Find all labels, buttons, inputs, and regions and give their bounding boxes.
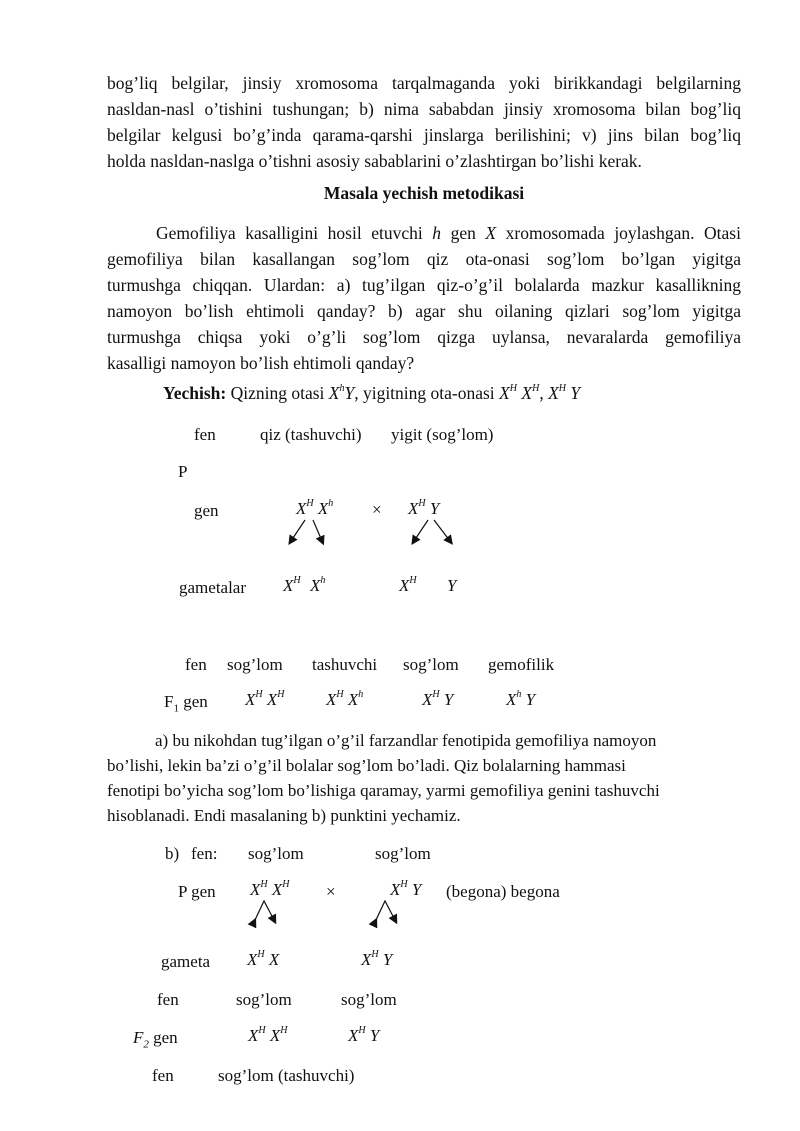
fen-label: fen: [191, 844, 218, 863]
f1-fen-label: fen [185, 655, 207, 674]
text-line: turmushga chiqqan. Ulardan: a) tug’ilgan qiz-o’g’il bolalarda mazkur kasallikning [107, 275, 741, 295]
text-line: namoyon bo’lish ehtimoli qanday? b) agar shu oilaning qizlari sog’lom yigitga [107, 301, 741, 321]
fen-female: sog’lom [248, 844, 304, 863]
answer-a-line: a) bu nikohdan tug’ilgan o’g’il farzandlar fenotipida gemofiliya namoyon [155, 731, 657, 750]
text-line: Gemofiliya kasalligini hosil etuvchi h gen X xromosomada joylashgan. Otasi [156, 223, 741, 243]
f2-phenotype: sog’lom (tashuvchi) [218, 1066, 355, 1085]
f1-genotype: $X^H$ $X^H$ [245, 689, 285, 709]
parent-female-genotype: $X^H$ $X^h$ [296, 498, 334, 518]
parent-male-genotype: $X^H$ Y [408, 498, 440, 518]
gamete-arrows-icon [280, 517, 460, 549]
f1-phenotype: sog’lom [227, 655, 283, 674]
p-label: P [178, 462, 188, 481]
intro-paragraph [107, 70, 741, 174]
f1-genotype: $X^H$ $X^h$ [326, 689, 364, 709]
fen-female: qiz (tashuvchi) [260, 425, 362, 444]
fen-male: yigit (sog’lom) [391, 425, 494, 444]
fen-label: fen [152, 1066, 174, 1085]
text-line: holda nasldan-naslga o’tishni asosiy sabablarini o’zlashtirgan bo’lishi kerak. [107, 151, 642, 171]
male-note: (begona) begona [446, 882, 560, 901]
solution-line: Yechish: Qizning otasi $X^hY$, yigitning ota-onasi $X^H$ $X^H$, $X^H$ Y [163, 383, 581, 403]
fen-male: sog’lom [375, 844, 431, 863]
gamete-arrows-icon [245, 898, 405, 928]
f1-genotype: $X^h$ Y [506, 689, 536, 709]
gamete-female: $X^H$ X [247, 949, 280, 969]
part-b-label: b) [165, 844, 180, 863]
f2-phenotype: sog’lom [236, 990, 292, 1009]
text-line: kasalligi namoyon bo’lish ehtimoli qanday? [107, 353, 415, 373]
gamete: $X^h$ [310, 575, 326, 595]
fen-label: fen [157, 990, 179, 1009]
p-gen-label: P gen [178, 882, 216, 901]
fen-label: fen [194, 425, 216, 444]
f2-genotype: $X^H$ Y [348, 1025, 380, 1045]
problem-paragraph [107, 220, 741, 376]
gen-label: gen [194, 501, 219, 520]
f1-gen-label: $F_1$ gen [164, 692, 208, 715]
answer-a-line: hisoblanadi. Endi masalaning b) punktini yechamiz. [107, 806, 461, 825]
text-line: nasldan-nasl o’tishini tushungan; b) nima sababdan jinsiy xromosoma bilan bog’liq [107, 99, 741, 119]
parent-male-genotype: $X^H$ Y [390, 879, 422, 899]
cross-sign: × [326, 882, 336, 901]
parent-female-genotype: $X^H$ $X^H$ [250, 879, 290, 899]
text-line: belgilar kelgusi bo’g’inda qarama-qarshi jinslarga berilishini; v) jins bilan bog’liq [107, 125, 741, 145]
f1-phenotype: tashuvchi [312, 655, 378, 674]
f1-phenotype: gemofilik [488, 655, 555, 674]
text-line: bog’liq belgilar, jinsiy xromosoma tarqalmaganda yoki birikkandagi belgilarning [107, 73, 741, 93]
gamete: Y [447, 576, 457, 595]
solution-label: Yechish: [163, 383, 227, 403]
gameta-label: gameta [161, 952, 211, 971]
f2-phenotype: sog’lom [341, 990, 397, 1009]
f2-genotype: $X^H$ $X^H$ [248, 1025, 288, 1045]
f1-genotype: $X^H$ Y [422, 689, 454, 709]
answer-a-line: bo’lishi, lekin ba’zi o’g’il bolalar sog’lom bo’ladi. Qiz bolalarning hammasi [107, 756, 626, 775]
gamete-male: $X^H$ Y [361, 949, 393, 969]
gamete: $X^H$ [283, 575, 301, 595]
gametes-label: gametalar [179, 578, 247, 597]
text-line: gemofiliya bilan kasallangan sog’lom qiz ota-onasi sog’lom bo’lgan yigitga [107, 249, 741, 269]
f1-phenotype: sog’lom [403, 655, 459, 674]
f2-gen-label: $F_2$ gen [133, 1028, 178, 1051]
gamete: $X^H$ [399, 575, 417, 595]
answer-a-line: fenotipi bo’yicha sog’lom bo’lishiga qaramay, yarmi gemofiliya genini tashuvchi [107, 781, 660, 800]
cross-sign: × [372, 500, 382, 519]
section-heading: Masala yechish metodikasi [323, 183, 525, 203]
text-line: turmushga chiqsa yoki o’g’li sog’lom qizga uylansa, nevaralarda gemofiliya [107, 327, 741, 347]
